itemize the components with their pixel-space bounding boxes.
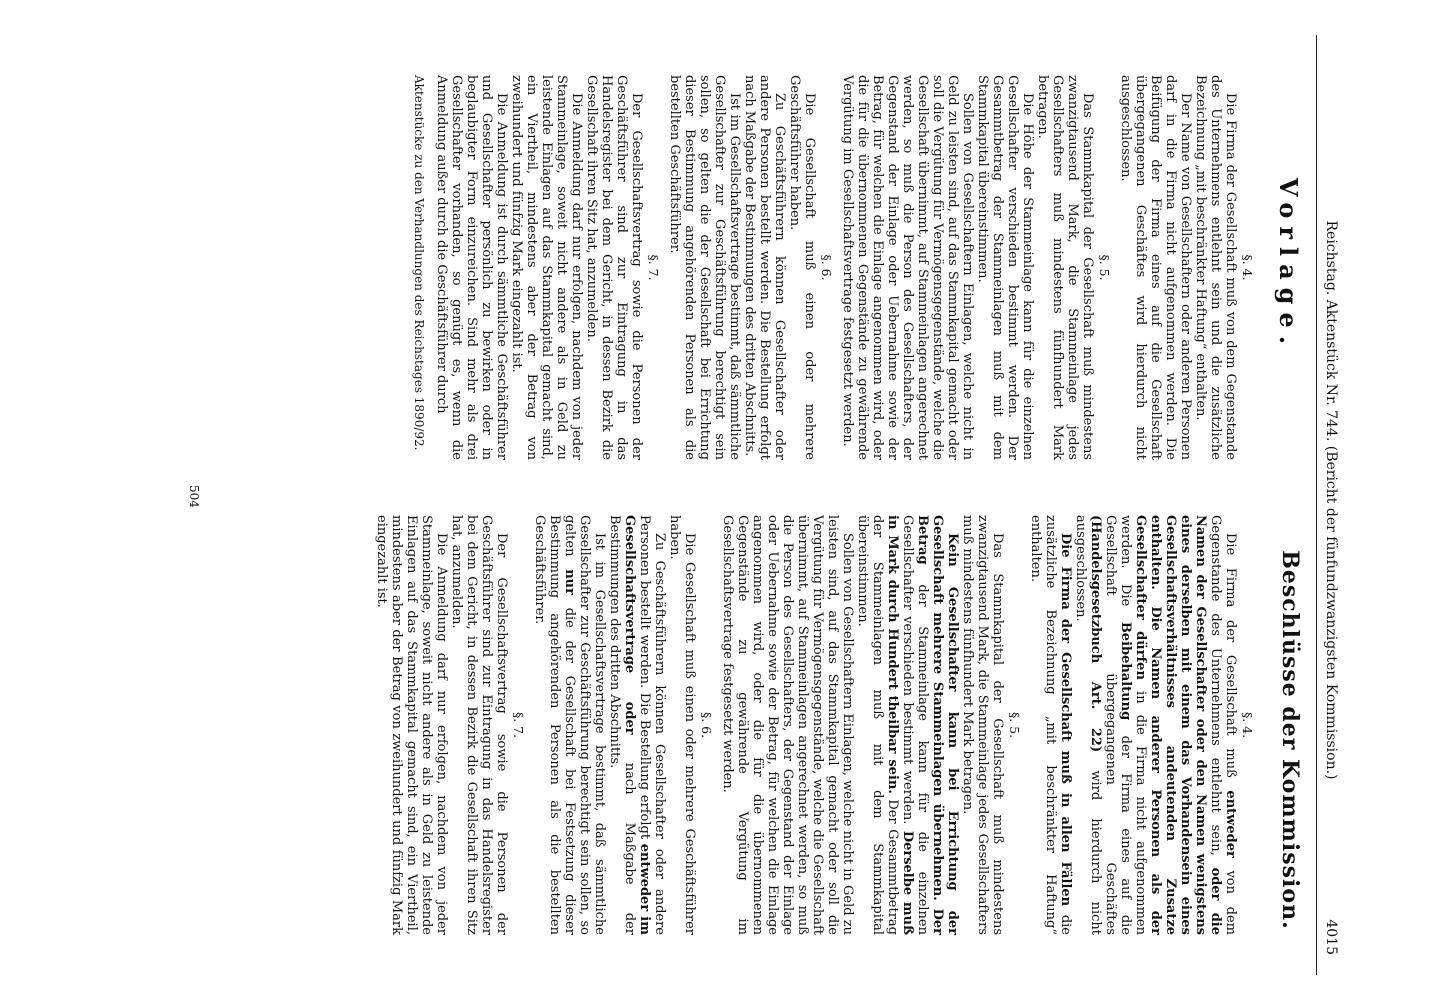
left-column-heading: Vorlage.: [1274, 177, 1303, 353]
left-section-label: §. 7.: [646, 254, 661, 281]
bottom-page-number: 504: [187, 485, 201, 508]
left-column-text: [411, 75, 1261, 460]
left-paragraph: Das Stammkapital der Gesellschaft muß mindestens zwanzigtausend Mark, die Stammeinlage jedes Gesellschafters muß mindestens fünfhundert Mark betragen.: [1035, 75, 1095, 460]
right-paragraph: Der Gesellschaftsvertrag sowie die Personen der Geschäftsführer sind zur Eintragung in das Handelsregister bei dem Gericht, in dessen Bezirk die Gesellschaft ihren Sitz hat, anzumelden.: [449, 515, 509, 935]
right-paragraph: Die Anmeldung darf nur erfolgen, nachdem von jeder Stammeinlage, soweit nicht andere als in Geld zu leistende Einlagen auf das Stammkapital gemacht sind, ein Viertheil, mindestens aber der Betrag von zweihundert und fünfzig Mark eingezahlt ist.: [374, 515, 449, 935]
right-column-heading: Beschlüsse der Kommission.: [1277, 550, 1303, 930]
right-section-label: §. 6.: [699, 711, 714, 739]
left-paragraph: Der Name von Gesellschaftern oder anderen Personen darf in die Firma nicht aufgenommen werden. Die Beifügung der Firma eines auf die Gesellschaft übergegangenen Geschäftes wird hierdurch nicht ausgeschlossen.: [1118, 75, 1193, 460]
left-paragraph: Zu Geschäftsführern können Gesellschafter oder andere Personen bestellt werden. Die Bestellung erfolgt nach Maßgabe der Bestimmungen des dritten Abschnitts.: [742, 75, 787, 460]
left-section-label: §. 5.: [1097, 254, 1112, 281]
rotated-paper: [71, 5, 1361, 995]
left-paragraph: Ist im Gesellschaftsvertrage bestimmt, daß sämmtliche Gesellschafter zur Geschäftsführung berechtigt sein sollen, so gelten die der Gesellschaft bei Errichtung dieser Bestimmung angehörenden Personen als die bestellten Geschäftsführer.: [667, 75, 742, 460]
right-paragraph: Sollen von Gesellschaftern Einlagen, welche nicht in Geld zu leisten sind, auf das Stammkapital gemacht oder soll die Vergütung für Vermögensgegenstände, welche die Gesellschaft übernimmt, auf Stammeinlagen angerechnet werden, so muß die Person des Gesellschafters, der Gegenstand der Einlage oder Uebernahme sowie der Betrag, für welchen die Einlage angenommen wird, oder die für die übernommenen Gegenstände zu gewährende Vergütung im Gesellschaftsvertrage festgesetzt werden.: [720, 515, 855, 935]
right-paragraph: Zu Geschäftsführern können Gesellschafter oder andere Personen bestellt werden. Die Bestellung erfolgt entweder im Gesellschaftsvertrage oder nach Maßgabe der Bestimmungen des dritten Abschnitts.: [607, 515, 667, 935]
right-paragraph: Kein Gesellschafter kann bei Errichtung der Gesellschaft mehrere Stammeinlagen übernehmen. Der Betrag der Stammeinlage kann für die einzelnen Gesellschafter verschieden bestimmt werden. Derselbe muß in Mark durch Hundert theilbar sein. Der Gesammtbetrag der Stammeinlagen muß mit dem Stammkapital übereinstimmen.: [855, 515, 960, 935]
header-rule: [1316, 35, 1317, 975]
right-paragraph: Ist im Gesellschaftsvertrage bestimmt, daß sämmtliche Gesellschafter zur Geschäftsführung berechtigt sein sollen, so gelten nur die der Gesellschaft bei Festsetzung dieser Bestimmung angehörenden Personen als die bestellten Geschäftsführer.: [532, 515, 607, 935]
header-page-number: 4015: [1323, 919, 1339, 955]
left-paragraph: Die Anmeldung darf nur erfolgen, nachdem von jeder Stammeinlage, soweit nicht andere als in Geld zu leistende Einlagen auf das Stammkapital gemacht sind, ein Viertheil, mindestens aber der Betrag von zweihundert und fünfzig Mark eingezahlt ist.: [509, 75, 584, 460]
right-paragraph: Die Firma der Gesellschaft muß in allen Fällen die zusätzliche Bezeichnung „mit beschränkter Haftung“ enthalten.: [1028, 515, 1073, 935]
left-paragraph: Sollen von Gesellschaftern Einlagen, welche nicht in Geld zu leisten sind, auf das Stammkapital gemacht oder soll die Vergütung für Vermögensgegenstände, welche die Gesellschaft übernimmt, auf Stammeinlagen angerechnet werden, so muß die Person des Gesellschafters, der Gegenstand der Einlage oder Uebernahme sowie der Betrag, für welchen die Einlage angenommen wird, oder die für die übernommenen Gegenstände zu gewährende Vergütung im Gesellschaftsvertrage festgesetzt werden.: [840, 75, 975, 460]
footnote: Aktenstücke zu den Verhandlungen des Reichstages 1890/92.: [412, 75, 426, 451]
right-paragraph: Die Firma der Gesellschaft muß entweder von dem Gegenstande des Unternehmens entlehnt sein, oder die Namen der Gesellschafter oder den Namen wenigstens eines derselben mit einem das Vorhandensein eines Gesellschaftsverhältnisses andeutenden Zusatze enthalten. Die Namen anderer Personen als der Gesellschafter dürfen in die Firma nicht aufgenommen werden. Die Beibehaltung der Firma eines auf die Gesellschaft übergegangenen Geschäftes (Handelsgesetzbuch Art. 22) wird hierdurch nicht ausgeschlossen.: [1073, 515, 1238, 936]
left-paragraph: Die Anmeldung ist durch sämmtliche Geschäftsführer und Gesellschafter persönlich zu bewirken oder in beglaubigter Form einzureichen. Sind mehr als drei Gesellschafter vorhanden, so genügt es, wenn die Anmeldung außer durch die Geschäftsführer durch: [434, 75, 509, 460]
right-paragraph: Die Gesellschaft muß einen oder mehrere Geschäftsführer haben.: [667, 515, 697, 935]
left-paragraph: Die Firma der Gesellschaft muß von dem Gegenstande des Unternehmens entlehnt sein und die zusätzliche Bezeichnung „mit beschränkter Haftung“ enthalten.: [1193, 75, 1238, 460]
left-paragraph: Die Höhe der Stammeinlage kann für die einzelnen Gesellschafter verschieden bestimmt werden. Der Gesammtbetrag der Stammeinlagen muß mit dem Stammkapital übereinstimmen.: [975, 75, 1035, 460]
left-section-label: §. 6.: [819, 254, 834, 281]
right-paragraph: Das Stammkapital der Gesellschaft muß mindestens zwanzigtausend Mark, die Stammeinlage jedes Gesellschafters muß mindestens fünfhundert Mark betragen.: [960, 515, 1005, 935]
left-paragraph: Der Gesellschaftsvertrag sowie die Personen der Geschäftsführer sind zur Eintragung in das Handelsregister bei dem Gericht, in dessen Bezirk die Gesellschaft ihren Sitz hat, anzumelden.: [584, 75, 644, 460]
header-title: Reichstag. Aktenstück Nr. 744. (Bericht der fünfundzwanzigsten Kommission.): [1323, 220, 1339, 780]
right-column-text: [374, 515, 1261, 935]
right-section-label: §. 4.: [1240, 711, 1255, 739]
left-section-label: §. 4.: [1240, 254, 1255, 281]
left-paragraph: Die Gesellschaft muß einen oder mehrere Geschäftsführer haben.: [787, 75, 817, 460]
right-section-label: §. 5.: [1007, 711, 1022, 739]
right-section-label: §. 7.: [511, 711, 526, 739]
